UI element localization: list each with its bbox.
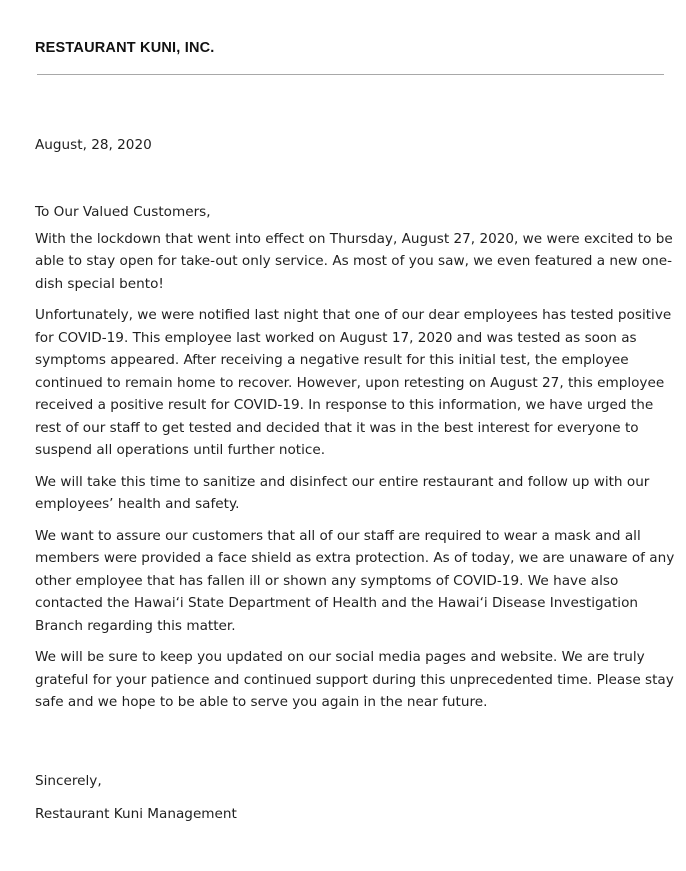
- header-divider: [37, 74, 664, 75]
- paragraph-sanitize: We will take this time to sanitize and disinfect our entire restaurant and follow up with our employees’ health and safety.: [35, 473, 650, 512]
- paragraph-covid-case: Unfortunately, we were notified last night that one of our dear employees has tested positive for COVID-19. This employee last worked on August 17, 2020 and was tested as soon as symptoms appeared. After receiving a negative result for this initial test, the employee continued to remain home to recover. However, upon retesting on August 27, this employee received a positive result for COVID-19. In response to this information, we have urged the rest of our staff to get tested and decided that it was in the best interest for everyone to suspend all operations until further notice.: [35, 307, 672, 458]
- paragraph-lockdown: With the lockdown that went into effect on Thursday, August 27, 2020, we were excited to be able to stay open for take-out only service. As most of you saw, we even featured a new one-dish special bento!: [35, 230, 673, 292]
- salutation: To Our Valued Customers,: [35, 204, 211, 220]
- paragraph-updates: We will be sure to keep you updated on our social media pages and website. We are truly grateful for your patience and continued support during this unprecedented time. Please stay safe and we hope to be able to serve you again in the near future.: [35, 649, 674, 710]
- letter-body: [35, 201, 675, 723]
- paragraph-safety-measures: We want to assure our customers that all of our staff are required to wear a mask and all members were provided a face shield as extra protection. As of today, we are unaware of any other employee that has fallen ill or shown any symptoms of COVID-19. We have also contacted the Hawai‘i State Department of Health and the Hawai‘i Disease Investigation Branch regarding this matter.: [35, 527, 675, 634]
- closing: Sincerely,: [35, 773, 102, 789]
- letter-date: August, 28, 2020: [35, 137, 152, 153]
- signature: Restaurant Kuni Management: [35, 806, 237, 822]
- company-name: RESTAURANT KUNI, INC.: [35, 40, 215, 56]
